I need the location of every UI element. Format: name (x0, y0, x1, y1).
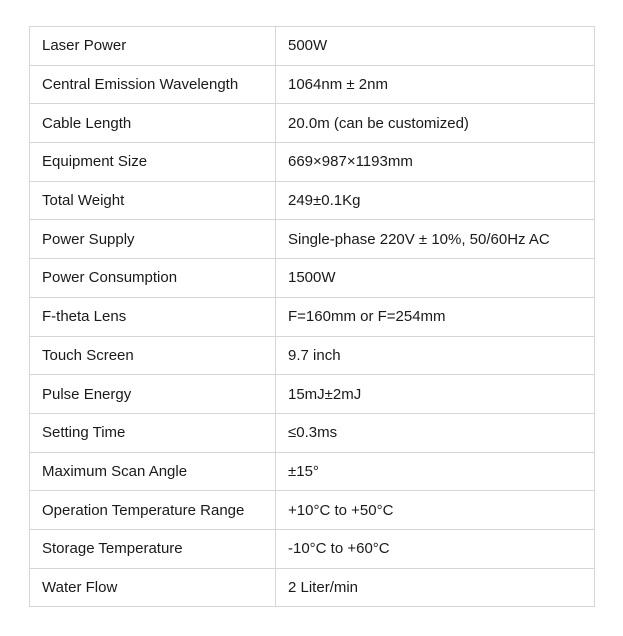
spec-table (29, 26, 595, 607)
table-row (30, 259, 595, 298)
table-row (30, 568, 595, 607)
parameter-cell: Total Weight (30, 181, 276, 220)
value-cell: ≤0.3ms (276, 413, 595, 452)
parameter-cell: Laser Power (30, 27, 276, 66)
parameter-cell: Power Consumption (30, 259, 276, 298)
value-cell: 15mJ±2mJ (276, 375, 595, 414)
value-cell: 20.0m (can be customized) (276, 104, 595, 143)
table-row (30, 336, 595, 375)
table-row (30, 143, 595, 182)
table-row (30, 65, 595, 104)
table-row (30, 529, 595, 568)
table-row (30, 452, 595, 491)
parameter-cell: Pulse Energy (30, 375, 276, 414)
parameter-cell: Operation Temperature Range (30, 491, 276, 530)
value-cell: 249±0.1Kg (276, 181, 595, 220)
table-row (30, 27, 595, 66)
table-row (30, 413, 595, 452)
parameter-cell: Touch Screen (30, 336, 276, 375)
value-cell: 9.7 inch (276, 336, 595, 375)
table-row (30, 220, 595, 259)
parameter-cell: Cable Length (30, 104, 276, 143)
table-row (30, 104, 595, 143)
parameter-cell: Equipment Size (30, 143, 276, 182)
table-row (30, 491, 595, 530)
parameter-cell: Storage Temperature (30, 529, 276, 568)
parameter-cell: Maximum Scan Angle (30, 452, 276, 491)
value-cell: 1500W (276, 259, 595, 298)
table-row (30, 181, 595, 220)
value-cell: +10°C to +50°C (276, 491, 595, 530)
value-cell: 669×987×1193mm (276, 143, 595, 182)
value-cell: -10°C to +60°C (276, 529, 595, 568)
spec-table-body (30, 27, 595, 607)
value-cell: 1064nm ± 2nm (276, 65, 595, 104)
value-cell: Single-phase 220V ± 10%, 50/60Hz AC (276, 220, 595, 259)
table-row (30, 375, 595, 414)
parameter-cell: Power Supply (30, 220, 276, 259)
parameter-cell: F-theta Lens (30, 297, 276, 336)
value-cell: F=160mm or F=254mm (276, 297, 595, 336)
parameter-cell: Water Flow (30, 568, 276, 607)
parameter-cell: Central Emission Wavelength (30, 65, 276, 104)
parameter-cell: Setting Time (30, 413, 276, 452)
value-cell: ±15° (276, 452, 595, 491)
value-cell: 2 Liter/min (276, 568, 595, 607)
value-cell: 500W (276, 27, 595, 66)
table-row (30, 297, 595, 336)
